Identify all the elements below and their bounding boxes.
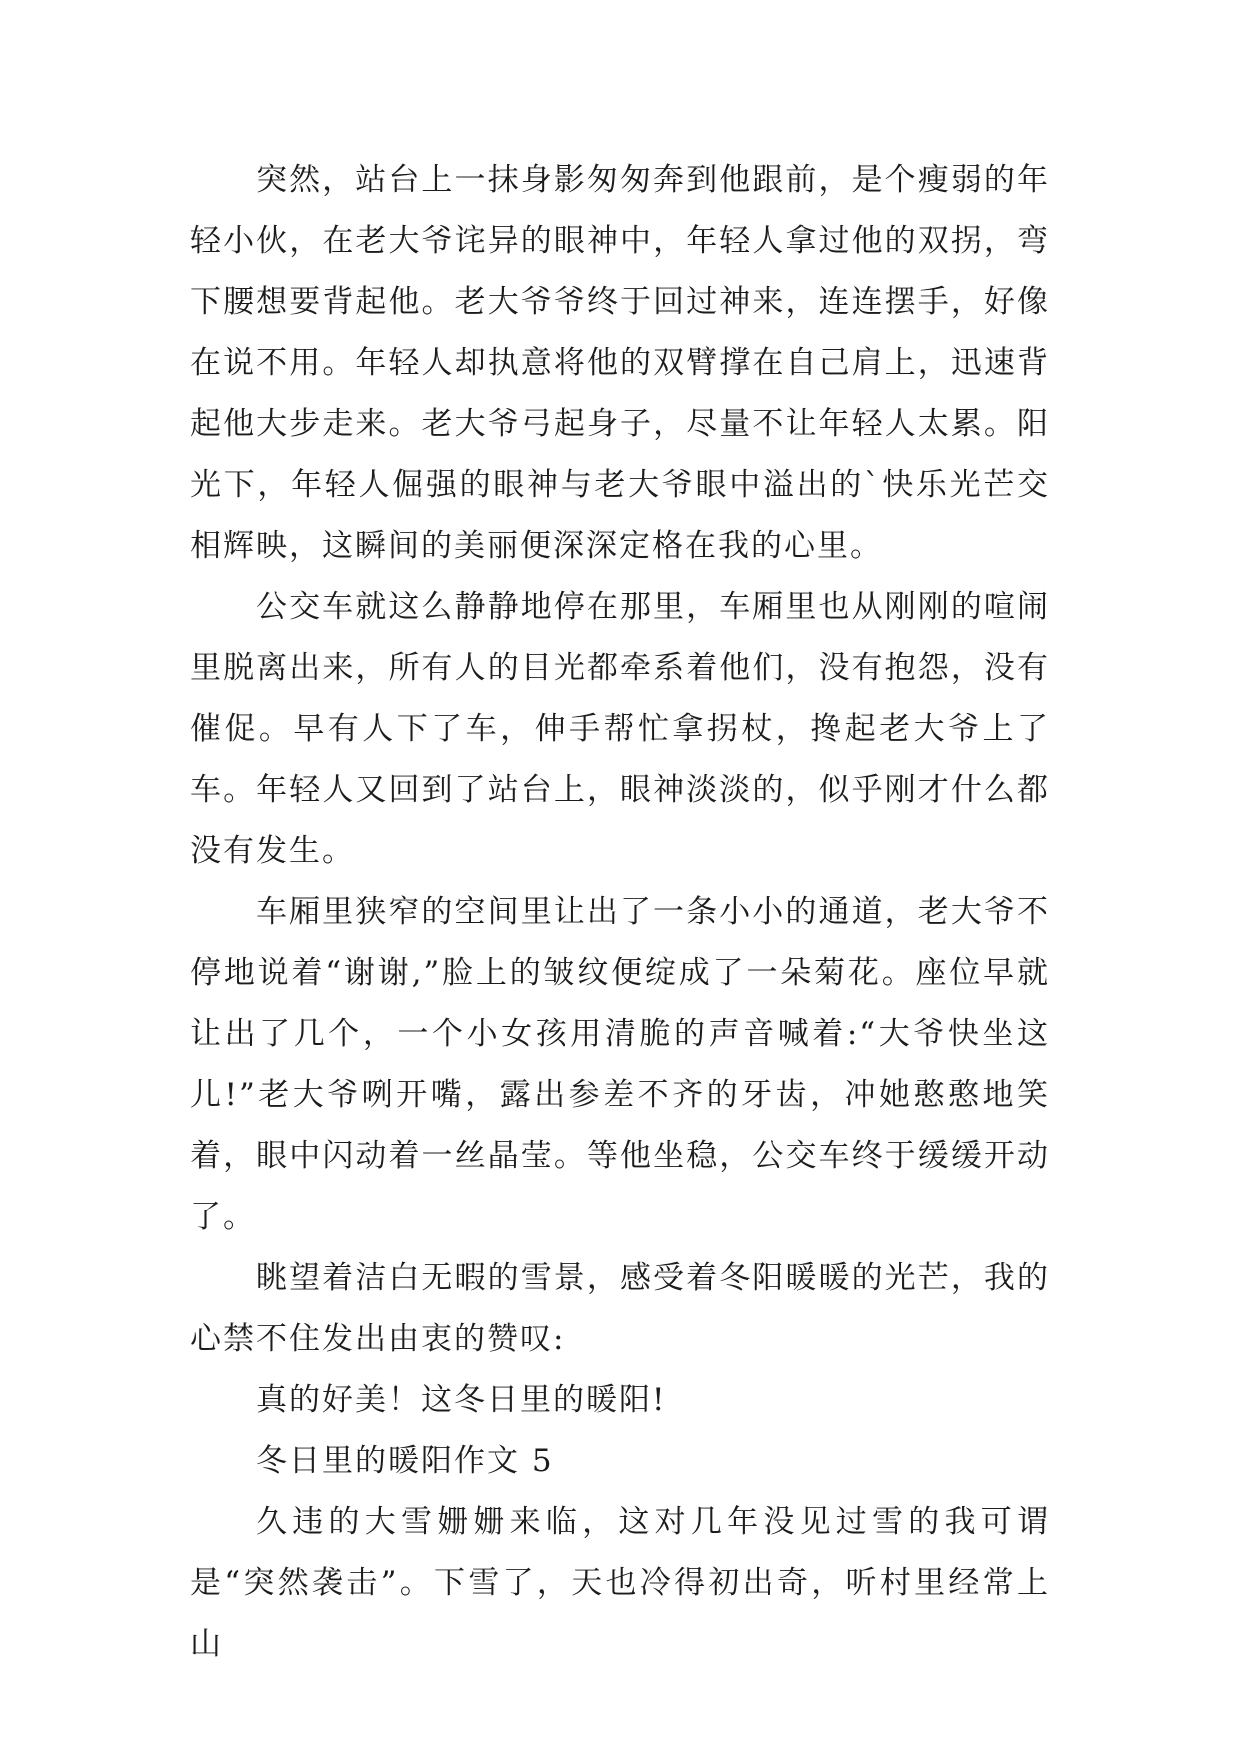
paragraph-2: 公交车就这么静静地停在那里，车厢里也从刚刚的喧闹里脱离出来，所有人的目光都牵系着他们，没有抱怨，没有催促。早有人下了车，伸手帮忙拿拐杖，搀起老大爷上了车。年轻人又回到了站台上，眼神淡淡的，似乎刚才什么都没有发生。	[190, 589, 1050, 869]
section-heading: 冬日里的暖阳作文 5	[256, 1443, 554, 1479]
paragraph-1: 突然，站台上一抹身影匆匆奔到他跟前，是个瘦弱的年轻小伙，在老大爷诧异的眼神中，年轻人拿过他的双拐，弯下腰想要背起他。老大爷爷终于回过神来，连连摆手，好像在说不用。年轻人却执意将他的双臂撑在自己肩上，迅速背起他大步走来。老大爷弓起身子，尽量不让年轻人太累。阳光下，年轻人倔强的眼神与老大爷眼中溢出的`快乐光芒交相辉映，这瞬间的美丽便深深定格在我的心里。	[190, 162, 1050, 564]
paragraph-6: 久违的大雪姗姗来临，这对几年没见过雪的我可谓是“突然袭击”。下雪了，天也冷得初出奇，听村里经常上山	[190, 1504, 1050, 1662]
paragraph-3: 车厢里狭窄的空间里让出了一条小小的通道，老大爷不停地说着“谢谢,”脸上的皱纹便绽成了一朵菊花。座位早就让出了几个，一个小女孩用清脆的声音喊着:“大爷快坐这儿!”老大爷咧开嘴，露出参差不齐的牙齿，冲她憨憨地笑着，眼中闪动着一丝晶莹。等他坐稳，公交车终于缓缓开动了。	[190, 894, 1050, 1235]
document-body	[190, 150, 1050, 1675]
paragraph-5: 真的好美！这冬日里的暖阳!	[256, 1382, 667, 1418]
paragraph-4: 眺望着洁白无暇的雪景，感受着冬阳暖暖的光芒，我的心禁不住发出由衷的赞叹:	[190, 1260, 1050, 1357]
